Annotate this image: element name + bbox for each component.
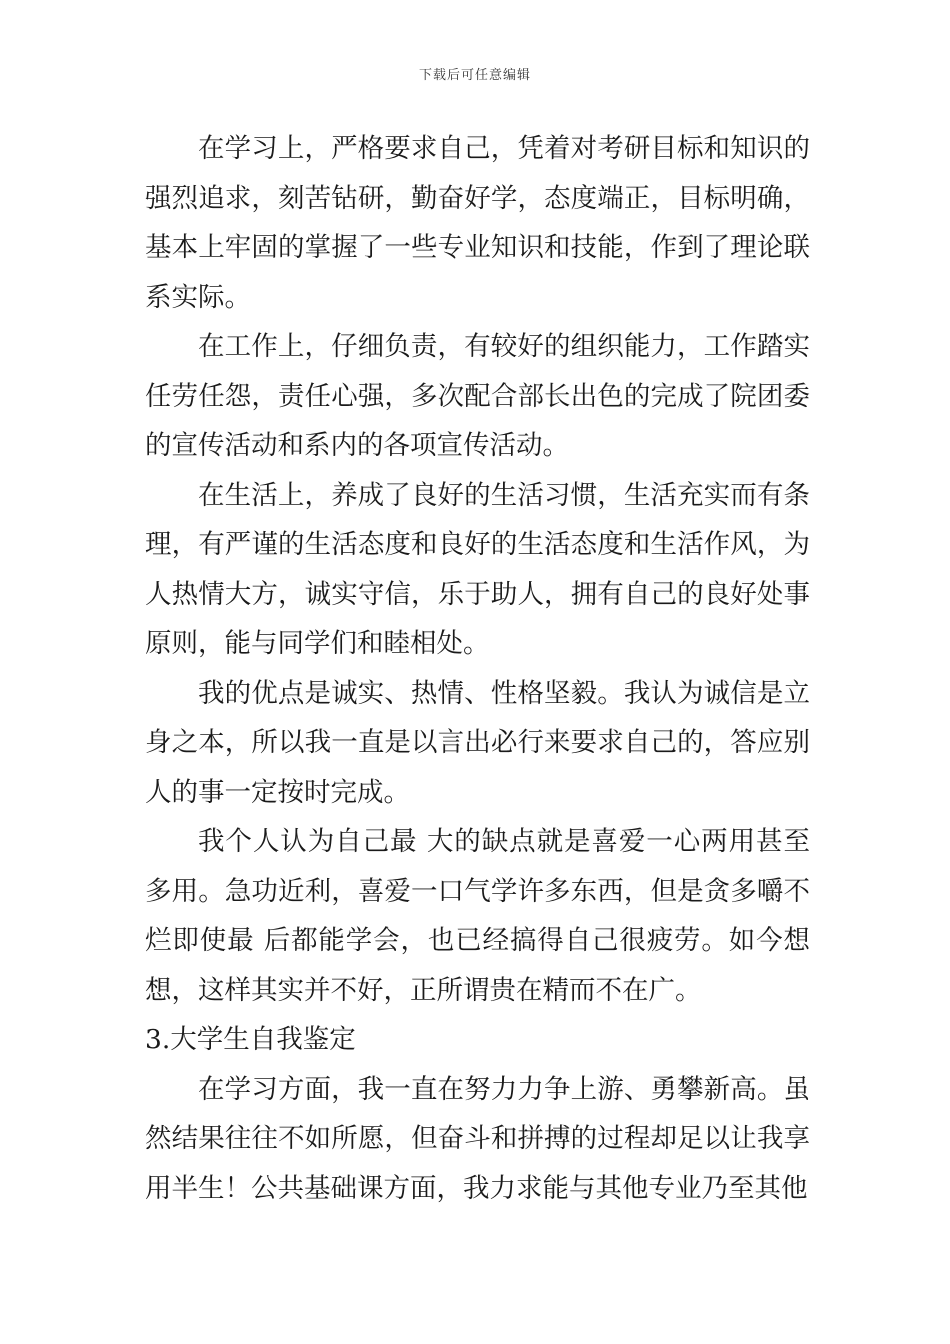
paragraph-study: 在学习上，严格要求自己，凭着对考研目标和知识的强烈追求，刻苦钻研，勤奋好学，态度端正，目标明确，基本上牢固的掌握了一些专业知识和技能，作到了理论联系实际。 bbox=[145, 133, 810, 313]
paragraph-life: 在生活上，养成了良好的生活习惯，生活充实而有条理，有严谨的生活态度和良好的生活态度和生活作风，为人热情大方，诚实守信，乐于助人，拥有自己的良好处事原则，能与同学们和睦相处。 bbox=[145, 479, 810, 659]
paragraph-weaknesses: 我个人认为自己最 大的缺点就是喜爱一心两用甚至多用。急功近利，喜爱一口气学许多东西，但是贪多嚼不烂即使最 后都能学会，也已经搞得自己很疲劳。如今想想，这样其实并不好，正所谓贵在精而不在广。 bbox=[145, 826, 810, 1006]
page-header: 下载后可任意编辑 bbox=[418, 68, 531, 83]
paragraph-study-section: 在学习方面，我一直在努力力争上游、勇攀新高。虽然结果往往不如所愿，但奋斗和拼搏的过程却足以让我享用半生！公共基础课方面，我力求能与其他专业乃至其他 bbox=[145, 1073, 810, 1204]
paragraph-work: 在工作上，仔细负责，有较好的组织能力，工作踏实任劳任怨，责任心强，多次配合部长出色的完成了院团委的宣传活动和系内的各项宣传活动。 bbox=[145, 331, 810, 461]
section-heading: 3.大学生自我鉴定 bbox=[145, 1024, 356, 1055]
document-body bbox=[145, 124, 810, 1213]
paragraph-strengths: 我的优点是诚实、热情、性格坚毅。我认为诚信是立身之本，所以我一直是以言出必行来要求自己的，答应别人的事一定按时完成。 bbox=[145, 677, 810, 808]
